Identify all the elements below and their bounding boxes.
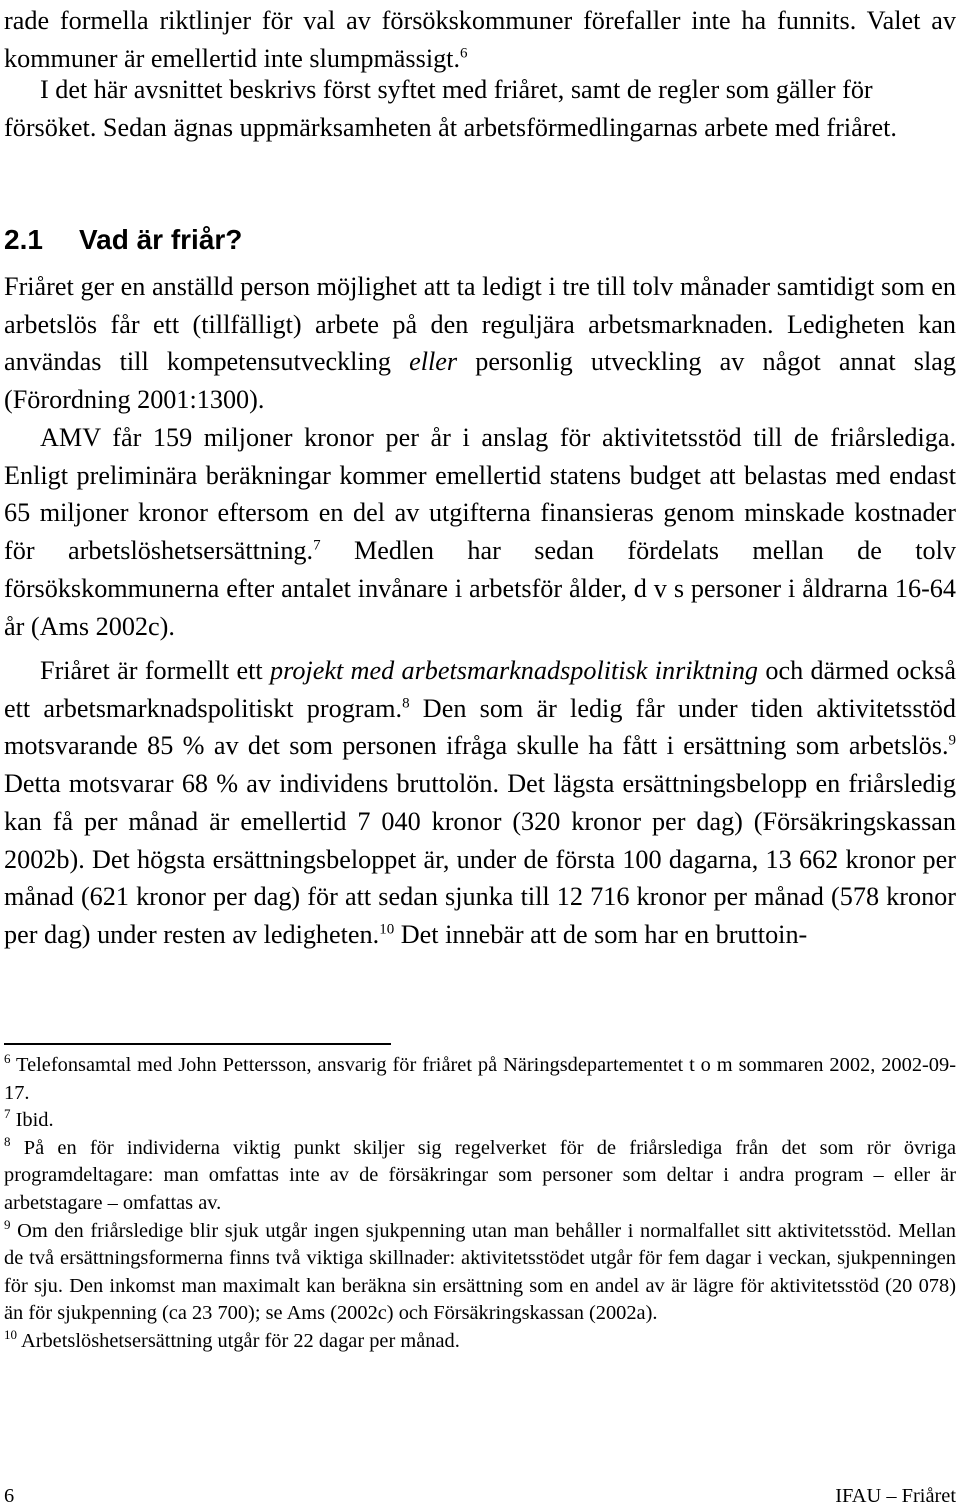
footnote-number: 8 [4,1133,11,1149]
footnote-ref-6: 6 [460,44,468,61]
footnote-number: 9 [4,1216,11,1232]
footnote-text: På en för individerna viktig punkt skiljer sig regelverket för de friårslediga från det som rör övriga programdeltagare: man omfattas inte av de försäkringar som personer som deltar i andra program – eller är arbetstagare – omfattas av. [4,1136,956,1214]
section-intro-text: I det här avsnittet beskrivs först syftet med friåret, samt de regler som gäller för försöket. Sedan ägnas uppmärksamheten åt arbetsförmedlingarnas arbete med friåret. [4,75,897,142]
footnote-text: Ibid. [10,1109,54,1132]
footnote-number: 7 [4,1106,11,1122]
paragraph-definition [4,268,956,419]
page-number: 6 [4,1485,15,1507]
footnote-separator [4,1043,391,1045]
emphasis-projekt: projekt med arbetsmarknadspolitisk inriktning [270,656,759,685]
footnote-number: 6 [4,1051,11,1067]
footnote-6 [4,1052,956,1107]
footnote-text: Telefonsamtal med John Pettersson, ansvarig för friåret på Näringsdepartementet t o m sommaren 2002, 2002-09-17. [4,1054,956,1104]
footnote-10 [4,1328,956,1356]
paragraph-funding-text-end: Medlen har sedan fördelats mellan de tolv försökskommunerna efter antalet invånare i arbetsför ålder, d v s personer i åldrarna 16-64 år (Ams 2002c). [4,536,956,641]
section-number: 2.1 [4,224,43,255]
footnote-text: Arbetslöshetsersättning utgår för 22 dagar per månad. [17,1329,460,1352]
intro-text: rade formella riktlinjer för val av försökskommuner förefaller inte ha funnits. Valet av kommuner är emellertid inte slumpmässigt. [4,6,956,73]
running-title: IFAU – Friåret [835,1485,956,1507]
paragraph-program-text-4: Detta motsvarar 68 % av individens bruttolön. Det lägsta ersättningsbelopp en friårsledig kan få per månad är emellertid 7 040 kronor (320 kronor per dag) (Försäkringskassan 2002b). Det högsta ersättningsbeloppet är, under de första 100 dagarna, 13 662 kronor per månad (621 kronor per dag) för att sedan sjunka till 12 716 kronor per månad (578 kronor per dag) under resten av ledigheten. [4,769,956,949]
footnote-ref-9: 9 [948,732,956,749]
paragraph-program-text-3: Den som är ledig får under tiden aktivitetsstöd motsvarande 85 % av det som personen ifråga skulle ha fått i ersättning som arbetslös. [4,693,956,761]
section-intro-paragraph [4,71,956,146]
paragraph-program-text-5: Det innebär att de som har en bruttoin- [394,919,808,949]
paragraph-funding [4,419,956,645]
footnote-ref-7: 7 [313,537,321,554]
paragraph-funding-text: AMV får 159 miljoner kronor per år i anslag för aktivitetsstöd till de friårslediga. Enligt preliminära beräkningar kommer emellertid statens budget att belastas med endast 65 miljoner kronor eftersom en del av utgifterna finansieras genom minskade kostnader för arbetslöshetsersättning. [4,423,956,566]
paragraph-program-text: Friåret är formellt ett [40,656,271,685]
section-title: Vad är friår? [79,224,243,255]
footnote-ref-8: 8 [402,694,410,711]
emphasis-eller: eller [409,347,458,377]
footnote-text: Om den friårsledige blir sjuk utgår ingen sjukpenning utan man behåller i normalfallet sitt aktivitetsstöd. Mellan de två ersättningsformerna finns två viktiga skillnader: aktivitetsstödet utgår för fem dagar i veckan, sjukpenningen för sju. Den inkomst man maximalt kan beräkna sin ersättning som en andel av är lägre för aktivitetsstöd (20 078) än för sjukpenning (ca 23 700); se Ams (2002c) och Försäkringskassan (2002a). [4,1219,956,1325]
intro-paragraph [4,2,956,77]
paragraph-definition-text: Friåret ger en anställd person möjlighet att ta ledigt i tre till tolv månader samtidigt som en arbetslös får ett (tillfälligt) arbete på den reguljära arbetsmarknaden. Ledigheten kan användas till kompetensutveckling [4,272,956,377]
section-heading [4,220,242,260]
paragraph-program-text-2: och därmed också ett arbetsmarknadspolitiskt program. [4,656,956,723]
footnote-8 [4,1135,956,1218]
paragraph-definition-text-end: personlig utveckling av något annat slag (Förordning 2001:1300). [4,347,956,415]
footnote-7 [4,1107,956,1135]
footnote-number: 10 [4,1327,17,1343]
footnotes [4,1052,956,1356]
footnote-9 [4,1218,956,1328]
footnote-ref-10: 10 [379,921,395,938]
paragraph-program [4,652,956,954]
